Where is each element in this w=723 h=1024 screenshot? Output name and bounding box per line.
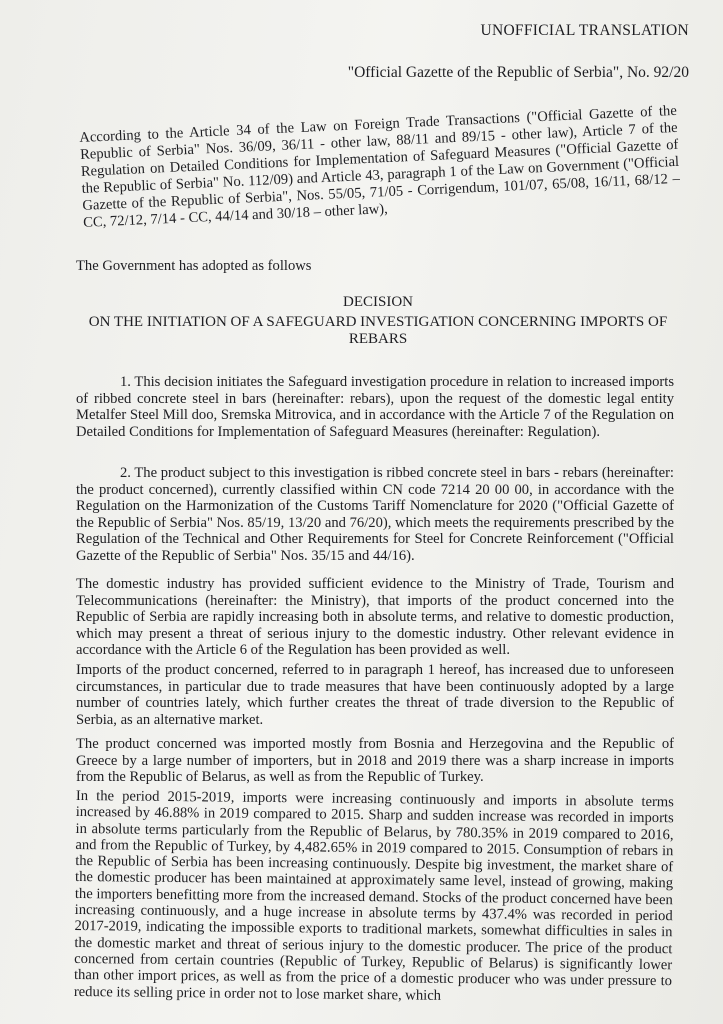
paragraph-1: 1. This decision initiates the Safeguard investigation procedure in relation to increased imports of ribbed concrete steel in bars (hereinafter: rebars), upon the request of the domestic legal entity Metalfer Steel Mill doo, Sremska Mitrovica, and in accordance with the Article 7 of the Regulation on Detailed Conditions for Implementation of Safeguard Measures (hereinafter: Regulation). [76,374,674,440]
paragraph-import-sources: The product concerned was imported mostly from Bosnia and Herzegovina and the Republic of Greece by a large number of importers, but in 2018 and 2019 there was a sharp increase in imports from the Republic of Belarus, as well as from the Republic of Turkey. [76,736,674,785]
decision-title: DECISION [343,294,413,310]
gazette-reference: "Official Gazette of the Republic of Serbia", No. 92/20 [347,64,689,81]
adoption-statement: The Government has adopted as follows [76,258,312,274]
paragraph-domestic-evidence: The domestic industry has provided sufficient evidence to the Ministry of Trade, Tourism and Telecommunications (hereinafter: the Ministry), that imports of the product concerned into the Republic of Serbia are rapidly increasing both in absolute terms, and relative to domestic production, which may present a threat of serious injury to the domestic industry. Other relevant evidence in accordance with the Article 6 of the Regulation has been provided as well. [76,576,674,658]
unofficial-translation-header: UNOFFICIAL TRANSLATION [480,22,689,39]
preamble-paragraph: According to the Article 34 of the Law on Foreign Trade Transactions ("Official Gazette of the Republic of Serbia" Nos. 36/09, 36/11 - other law, 88/11 and 89/15 - other law), Article 7 of the Regulation on Detailed Conditions for Implementation of Safeguard Measures ("Official Gazette of the Republic of Serbia" No. 112/09) and Article 43, paragraph 1 of the Law on Government ("Official Gazette of the Republic of Serbia", Nos. 55/05, 71/05 - Corrigendum, 101/07, 65/08, 16/11, 68/12 – CC, 72/12, 7/14 - CC, 44/14 and 30/18 – other law), [79,102,681,231]
paragraph-import-trends: In the period 2015-2019, imports were increasing continuously and imports in absolute terms increased by 46.88% in 2019 compared to 2015. Sharp and sudden increase was recorded in imports in absolute terms particularly from the Republic of Belarus, by 780.35% in 2019 compared to 2016, and from the Republic of Turkey, by 4,482.65% in 2019 compared to 2015. Consumption of rebars in the Republic of Serbia has been increasing continuously. Despite big investment, the market share of the domestic producer has been maintained at approximately same level, instead of growing, making the importers benefitting more from the increased demand. Stocks of the product concerned have been increasing continuously, and a huge increase in absolute terms by 437.4% was recorded in period 2017-2019, indicating the impossible exports to traditional markets, somewhat difficulties in sales in the domestic market and threat of serious injury to the domestic producer. The price of the product concerned from certain countries (Republic of Turkey, Republic of Belarus) is significantly lower than other import prices, as well as from the price of a domestic producer who was under pressure to reduce its selling price in order not to lose market share, which [73,788,674,1004]
paragraph-2: 2. The product subject to this investigation is ribbed concrete steel in bars - rebars (hereinafter: the product concerned), currently classified within CN code 7214 20 00 00, in accordance with the Regulation on the Harmonization of the Customs Tariff Nomenclature for 2020 ("Official Gazette of the Republic of Serbia" Nos. 85/19, 13/20 and 76/20), which meets the requirements prescribed by the Regulation of the Technical and Other Requirements for Steel for Concrete Reinforcement ("Official Gazette of the Republic of Serbia" Nos. 35/15 and 44/16). [76,465,674,564]
paragraph-unforeseen-circumstances: Imports of the product concerned, referred to in paragraph 1 hereof, has increased due to unforeseen circumstances, in particular due to trade measures that have been continuously adopted by a large number of countries lately, which further creates the threat of trade diversion to the Republic of Serbia, as an alternative market. [76,662,674,728]
decision-subtitle: ON THE INITIATION OF A SAFEGUARD INVESTIGATION CONCERNING IMPORTS OF REBARS [88,314,668,347]
